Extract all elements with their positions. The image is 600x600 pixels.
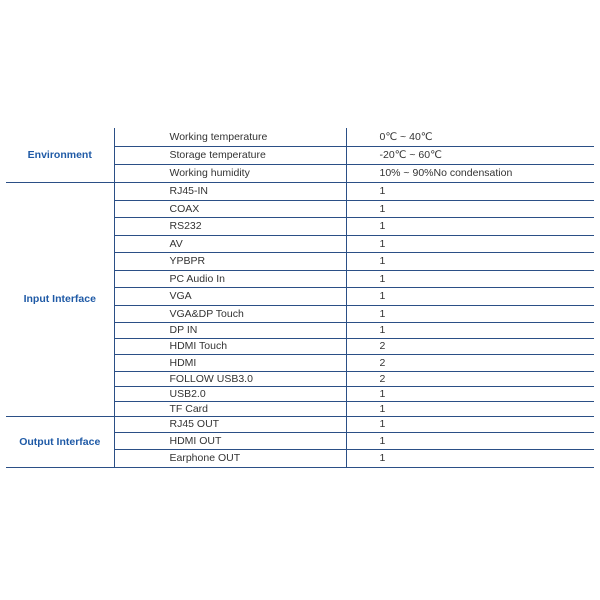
spec-item-cell: AV (114, 235, 346, 252)
spec-value-cell: 1 (346, 386, 594, 401)
spec-item-cell: HDMI (114, 354, 346, 371)
spec-row (6, 128, 594, 146)
spec-item-cell: USB2.0 (114, 386, 346, 401)
category-cell: Input Interface (6, 182, 114, 416)
spec-value-cell: 2 (346, 338, 594, 354)
spec-table-body (6, 128, 594, 467)
spec-value-cell: 1 (346, 305, 594, 322)
spec-item-cell: VGA (114, 287, 346, 305)
spec-table (6, 128, 594, 468)
spec-item-cell: COAX (114, 200, 346, 217)
spec-item-cell: Working temperature (114, 128, 346, 146)
spec-item-cell: TF Card (114, 401, 346, 416)
category-cell: Environment (6, 128, 114, 182)
spec-item-cell: FOLLOW USB3.0 (114, 371, 346, 386)
spec-item-cell: RJ45-IN (114, 182, 346, 200)
category-cell: Output Interface (6, 416, 114, 467)
spec-value-cell: 1 (346, 287, 594, 305)
spec-item-cell: Working humidity (114, 164, 346, 182)
spec-item-cell: RS232 (114, 217, 346, 235)
spec-value-cell: 1 (346, 200, 594, 217)
spec-value-cell: -20℃ ~ 60℃ (346, 146, 594, 164)
spec-item-cell: DP IN (114, 322, 346, 338)
spec-item-cell: YPBPR (114, 252, 346, 270)
spec-value-cell: 1 (346, 449, 594, 467)
spec-item-cell: Earphone OUT (114, 449, 346, 467)
spec-value-cell: 1 (346, 401, 594, 416)
spec-row (6, 182, 594, 200)
spec-value-cell: 10% ~ 90%No condensation (346, 164, 594, 182)
spec-value-cell: 1 (346, 270, 594, 287)
spec-value-cell: 1 (346, 432, 594, 449)
spec-value-cell: 1 (346, 235, 594, 252)
spec-value-cell: 2 (346, 354, 594, 371)
spec-row (6, 416, 594, 432)
spec-item-cell: RJ45 OUT (114, 416, 346, 432)
spec-item-cell: HDMI OUT (114, 432, 346, 449)
spec-item-cell: VGA&DP Touch (114, 305, 346, 322)
spec-value-cell: 1 (346, 217, 594, 235)
spec-value-cell: 1 (346, 182, 594, 200)
spec-value-cell: 1 (346, 322, 594, 338)
spec-item-cell: PC Audio In (114, 270, 346, 287)
spec-value-cell: 1 (346, 416, 594, 432)
spec-value-cell: 2 (346, 371, 594, 386)
spec-value-cell: 1 (346, 252, 594, 270)
spec-item-cell: Storage temperature (114, 146, 346, 164)
spec-value-cell: 0℃ ~ 40℃ (346, 128, 594, 146)
spec-item-cell: HDMI Touch (114, 338, 346, 354)
